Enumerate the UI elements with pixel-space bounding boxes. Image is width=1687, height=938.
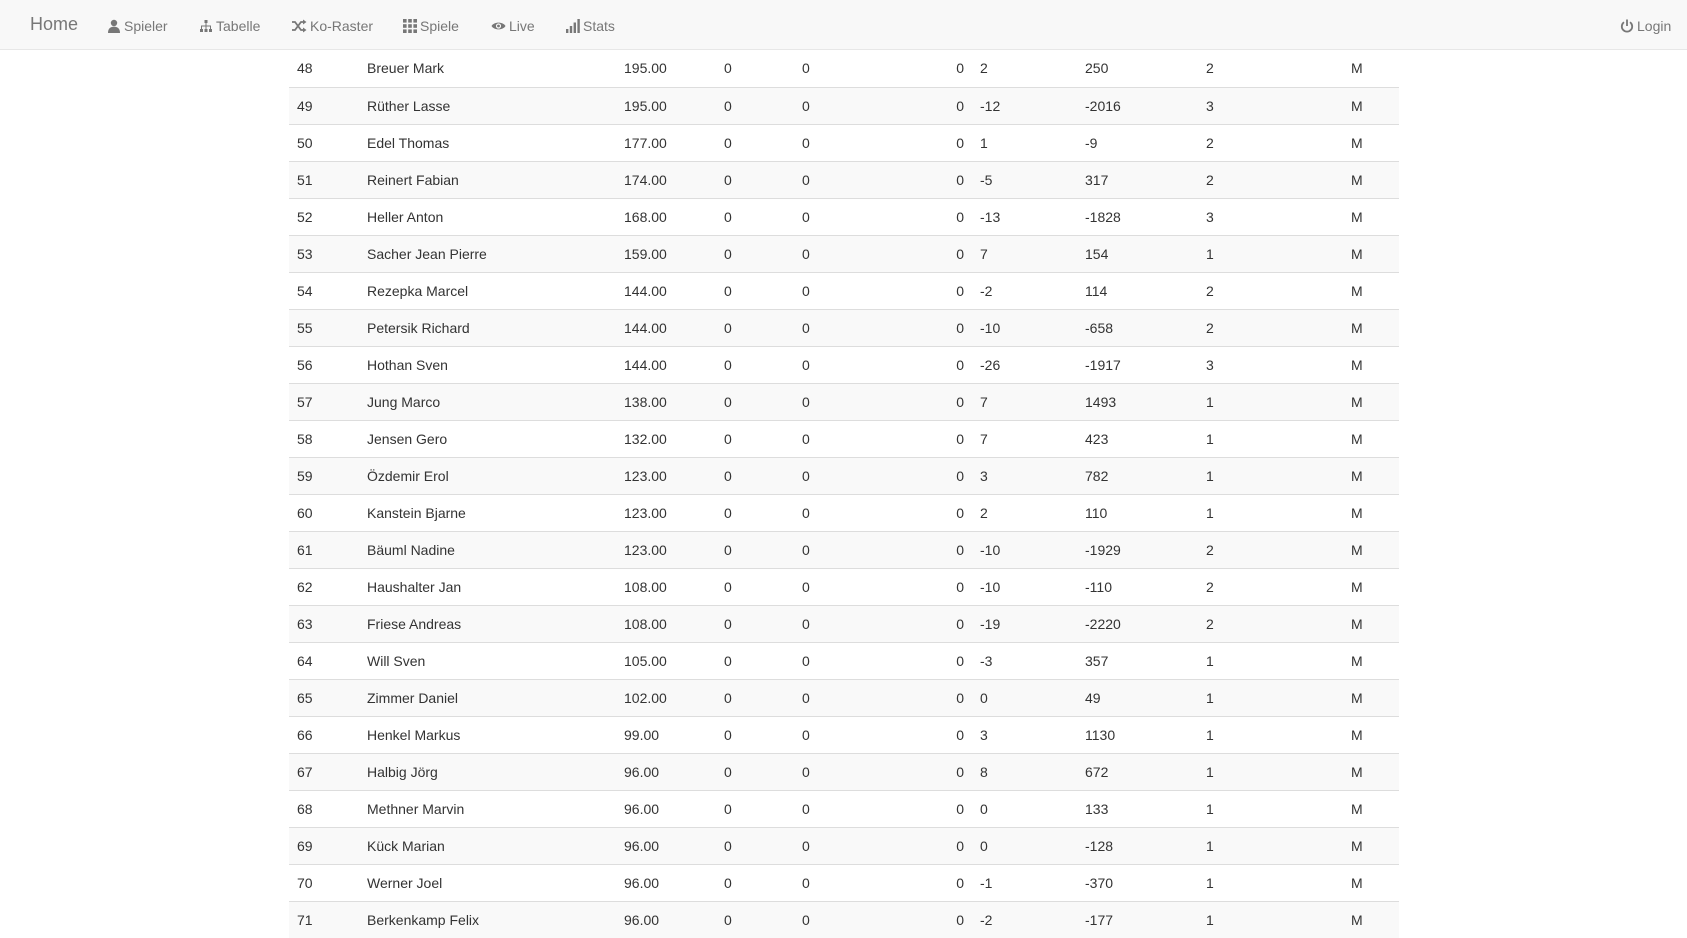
table-row	[289, 716, 1399, 753]
stat-cell-a: 0	[716, 790, 794, 827]
points-cell: 105.00	[616, 642, 716, 679]
rank-cell: 64	[289, 642, 359, 679]
diff-cell: -2	[972, 901, 1077, 938]
score-cell: -128	[1077, 827, 1198, 864]
signal-icon	[566, 19, 580, 33]
nav-stats[interactable]	[566, 16, 615, 36]
stat-cell-b: 0	[794, 901, 884, 938]
table-row	[289, 161, 1399, 198]
table-row	[289, 790, 1399, 827]
stat-cell-c: 0	[884, 272, 972, 309]
stat-cell-b: 0	[794, 605, 884, 642]
stat-cell-c: 0	[884, 531, 972, 568]
stat-cell-a: 0	[724, 60, 732, 77]
count-cell: 2	[1198, 568, 1343, 605]
rank-cell: 61	[289, 531, 359, 568]
stat-cell-a: 0	[716, 531, 794, 568]
nav-spiele-label: Spiele	[420, 18, 459, 34]
stat-cell-a: 0	[716, 124, 794, 161]
nav-spieler-label: Spieler	[124, 18, 168, 34]
diff-cell: 0	[972, 827, 1077, 864]
name-cell[interactable]: Berkenkamp Felix	[359, 901, 616, 938]
table-row	[289, 901, 1399, 938]
count-cell: 1	[1198, 494, 1343, 531]
name-cell[interactable]: Reinert Fabian	[359, 161, 616, 198]
stat-cell-a: 0	[716, 420, 794, 457]
rank-cell: 68	[289, 790, 359, 827]
diff-cell: 2	[972, 494, 1077, 531]
table-row	[289, 531, 1399, 568]
points-cell: 96.00	[616, 790, 716, 827]
rank-cell: 50	[289, 124, 359, 161]
gender-cell: M	[1343, 272, 1399, 309]
count-cell: 1	[1198, 901, 1343, 938]
score-cell: -9	[1077, 124, 1198, 161]
stat-cell-c: 0	[884, 494, 972, 531]
shuffle-icon	[291, 19, 307, 33]
diff-cell: -1	[972, 864, 1077, 901]
stat-cell-a: 0	[716, 272, 794, 309]
table-row	[289, 457, 1399, 494]
score-cell: 782	[1077, 457, 1198, 494]
stat-cell-c: 0	[884, 161, 972, 198]
points-cell: 144.00	[616, 272, 716, 309]
score-cell: 250	[1085, 60, 1109, 77]
name-cell[interactable]: Özdemir Erol	[359, 457, 616, 494]
rank-cell: 63	[289, 605, 359, 642]
points-cell: 159.00	[616, 235, 716, 272]
stat-cell-a: 0	[716, 864, 794, 901]
score-cell: 154	[1077, 235, 1198, 272]
rank-cell: 48	[297, 60, 313, 77]
points-cell: 144.00	[616, 309, 716, 346]
rank-cell: 67	[289, 753, 359, 790]
table-row	[289, 50, 1399, 87]
stat-cell-a: 0	[716, 235, 794, 272]
stat-cell-c: 0	[884, 235, 972, 272]
points-cell: 168.00	[616, 198, 716, 235]
stat-cell-a: 0	[716, 753, 794, 790]
nav-spiele[interactable]	[403, 16, 459, 36]
power-icon	[1620, 19, 1634, 33]
diff-cell: 7	[972, 383, 1077, 420]
score-cell: 1493	[1077, 383, 1198, 420]
name-cell[interactable]: Kanstein Bjarne	[359, 494, 616, 531]
sitemap-icon	[199, 19, 213, 33]
points-cell: 102.00	[616, 679, 716, 716]
count-cell: 3	[1198, 87, 1343, 124]
stat-cell-b: 0	[802, 60, 810, 77]
stat-cell-a: 0	[716, 901, 794, 938]
gender-cell: M	[1343, 901, 1399, 938]
stat-cell-b: 0	[794, 642, 884, 679]
count-cell: 1	[1198, 790, 1343, 827]
count-cell: 2	[1198, 272, 1343, 309]
table-row	[289, 827, 1399, 864]
stat-cell-b: 0	[794, 827, 884, 864]
stat-cell-b: 0	[794, 198, 884, 235]
rank-cell: 57	[289, 383, 359, 420]
name-cell[interactable]: Friese Andreas	[359, 605, 616, 642]
ranking-table	[289, 50, 1399, 938]
score-cell: -2016	[1077, 87, 1198, 124]
stat-cell-c: 0	[884, 420, 972, 457]
score-cell: -177	[1077, 901, 1198, 938]
stat-cell-a: 0	[716, 642, 794, 679]
name-cell[interactable]: Kück Marian	[359, 827, 616, 864]
table-row	[289, 864, 1399, 901]
table-row	[289, 568, 1399, 605]
gender-cell: M	[1343, 457, 1399, 494]
ranking-table-body	[289, 50, 1399, 938]
points-cell: 144.00	[616, 346, 716, 383]
stat-cell-c: 0	[884, 87, 972, 124]
gender-cell: M	[1343, 198, 1399, 235]
nav-login-label: Login	[1637, 18, 1672, 34]
score-cell: -1917	[1077, 346, 1198, 383]
stat-cell-b: 0	[794, 161, 884, 198]
count-cell: 2	[1198, 309, 1343, 346]
name-cell[interactable]: Heller Anton	[359, 198, 616, 235]
rank-cell: 71	[289, 901, 359, 938]
gender-cell: M	[1343, 420, 1399, 457]
gender-cell: M	[1343, 753, 1399, 790]
rank-cell: 66	[289, 716, 359, 753]
stat-cell-a: 0	[716, 605, 794, 642]
name-cell[interactable]: Haushalter Jan	[359, 568, 616, 605]
stat-cell-c: 0	[884, 642, 972, 679]
stat-cell-a: 0	[716, 198, 794, 235]
points-cell: 123.00	[616, 457, 716, 494]
score-cell: -110	[1077, 568, 1198, 605]
count-cell: 3	[1198, 346, 1343, 383]
gender-cell: M	[1351, 60, 1363, 77]
table-row	[289, 124, 1399, 161]
stat-cell-a: 0	[716, 383, 794, 420]
gender-cell: M	[1343, 531, 1399, 568]
gender-cell: M	[1343, 568, 1399, 605]
diff-cell: 0	[972, 679, 1077, 716]
stat-cell-b: 0	[794, 457, 884, 494]
points-cell: 195.00	[624, 60, 667, 77]
name-cell[interactable]: Halbig Jörg	[359, 753, 616, 790]
name-cell[interactable]: Hothan Sven	[359, 346, 616, 383]
name-cell[interactable]: Werner Joel	[359, 864, 616, 901]
score-cell: -658	[1077, 309, 1198, 346]
ranking-table-container	[289, 50, 1399, 938]
rank-cell: 54	[289, 272, 359, 309]
count-cell: 2	[1198, 605, 1343, 642]
points-cell: 174.00	[616, 161, 716, 198]
score-cell: 49	[1077, 679, 1198, 716]
diff-cell: 0	[972, 790, 1077, 827]
diff-cell: 7	[972, 235, 1077, 272]
stat-cell-b: 0	[794, 87, 884, 124]
points-cell: 96.00	[616, 864, 716, 901]
table-row	[289, 309, 1399, 346]
gender-cell: M	[1343, 161, 1399, 198]
table-row	[289, 346, 1399, 383]
table-row	[289, 494, 1399, 531]
points-cell: 96.00	[616, 753, 716, 790]
stat-cell-b: 0	[794, 346, 884, 383]
stat-cell-b: 0	[794, 494, 884, 531]
gender-cell: M	[1343, 309, 1399, 346]
stat-cell-b: 0	[794, 864, 884, 901]
score-cell: 1130	[1077, 716, 1198, 753]
diff-cell: -10	[972, 568, 1077, 605]
name-cell[interactable]: Rüther Lasse	[359, 87, 616, 124]
rank-cell: 62	[289, 568, 359, 605]
rank-cell: 59	[289, 457, 359, 494]
count-cell: 2	[1198, 161, 1343, 198]
stat-cell-b: 0	[794, 753, 884, 790]
stat-cell-c: 0	[884, 198, 972, 235]
stat-cell-a: 0	[716, 87, 794, 124]
stat-cell-c: 0	[956, 60, 964, 77]
points-cell: 138.00	[616, 383, 716, 420]
table-row	[289, 87, 1399, 124]
name-cell[interactable]: Edel Thomas	[359, 124, 616, 161]
name-cell[interactable]: Henkel Markus	[359, 716, 616, 753]
rank-cell: 49	[289, 87, 359, 124]
nav-ko-raster-label: Ko-Raster	[310, 18, 374, 34]
stat-cell-c: 0	[884, 790, 972, 827]
stat-cell-a: 0	[716, 346, 794, 383]
count-cell: 3	[1198, 198, 1343, 235]
stat-cell-b: 0	[794, 235, 884, 272]
points-cell: 132.00	[616, 420, 716, 457]
table-row	[289, 679, 1399, 716]
table-row	[289, 235, 1399, 272]
name-cell[interactable]: Jensen Gero	[359, 420, 616, 457]
nav-tabelle[interactable]	[199, 16, 260, 36]
diff-cell: -5	[972, 161, 1077, 198]
gender-cell: M	[1343, 87, 1399, 124]
score-cell: 110	[1077, 494, 1198, 531]
points-cell: 108.00	[616, 605, 716, 642]
points-cell: 96.00	[616, 901, 716, 938]
count-cell: 1	[1198, 642, 1343, 679]
count-cell: 2	[1198, 531, 1343, 568]
rank-cell: 60	[289, 494, 359, 531]
diff-cell: 8	[972, 753, 1077, 790]
gender-cell: M	[1343, 827, 1399, 864]
stat-cell-c: 0	[884, 568, 972, 605]
gender-cell: M	[1343, 679, 1399, 716]
score-cell: -370	[1077, 864, 1198, 901]
diff-cell: 7	[972, 420, 1077, 457]
table-row	[289, 420, 1399, 457]
gender-cell: M	[1343, 642, 1399, 679]
rank-cell: 65	[289, 679, 359, 716]
stat-cell-c: 0	[884, 901, 972, 938]
stat-cell-c: 0	[884, 716, 972, 753]
count-cell: 2	[1198, 124, 1343, 161]
points-cell: 177.00	[616, 124, 716, 161]
table-row	[289, 383, 1399, 420]
diff-cell: -10	[972, 309, 1077, 346]
score-cell: 317	[1077, 161, 1198, 198]
gender-cell: M	[1343, 864, 1399, 901]
stat-cell-b: 0	[794, 790, 884, 827]
stat-cell-c: 0	[884, 864, 972, 901]
gender-cell: M	[1343, 494, 1399, 531]
diff-cell: -26	[972, 346, 1077, 383]
count-cell: 1	[1198, 716, 1343, 753]
stat-cell-c: 0	[884, 309, 972, 346]
score-cell: 133	[1077, 790, 1198, 827]
grid-icon	[403, 19, 417, 33]
stat-cell-c: 0	[884, 383, 972, 420]
score-cell: -1929	[1077, 531, 1198, 568]
diff-cell: 3	[972, 457, 1077, 494]
score-cell: 672	[1077, 753, 1198, 790]
rank-cell: 69	[289, 827, 359, 864]
stat-cell-a: 0	[716, 827, 794, 864]
stat-cell-b: 0	[794, 679, 884, 716]
diff-cell: 3	[972, 716, 1077, 753]
diff-cell: -19	[972, 605, 1077, 642]
stat-cell-c: 0	[884, 679, 972, 716]
stat-cell-a: 0	[716, 494, 794, 531]
nav-tabelle-label: Tabelle	[216, 18, 261, 34]
score-cell: -2220	[1077, 605, 1198, 642]
table-row	[289, 605, 1399, 642]
table-row	[289, 753, 1399, 790]
gender-cell: M	[1343, 383, 1399, 420]
stat-cell-b: 0	[794, 124, 884, 161]
points-cell: 195.00	[616, 87, 716, 124]
rank-cell: 52	[289, 198, 359, 235]
name-cell[interactable]: Breuer Mark	[367, 60, 445, 77]
count-cell: 1	[1198, 235, 1343, 272]
name-cell[interactable]: Zimmer Daniel	[359, 679, 616, 716]
name-cell[interactable]: Bäuml Nadine	[359, 531, 616, 568]
count-cell: 2	[1206, 60, 1214, 77]
score-cell: 357	[1077, 642, 1198, 679]
name-cell[interactable]: Sacher Jean Pierre	[359, 235, 616, 272]
count-cell: 1	[1198, 864, 1343, 901]
diff-cell: -12	[972, 87, 1077, 124]
nav-stats-label: Stats	[583, 18, 615, 34]
diff-cell: -10	[972, 531, 1077, 568]
count-cell: 1	[1198, 679, 1343, 716]
rank-cell: 51	[289, 161, 359, 198]
points-cell: 96.00	[616, 827, 716, 864]
stat-cell-b: 0	[794, 531, 884, 568]
count-cell: 1	[1198, 420, 1343, 457]
gender-cell: M	[1343, 605, 1399, 642]
rank-cell: 55	[289, 309, 359, 346]
top-navbar	[0, 0, 1687, 50]
count-cell: 1	[1198, 383, 1343, 420]
gender-cell: M	[1343, 716, 1399, 753]
name-cell[interactable]: Methner Marvin	[359, 790, 616, 827]
nav-live[interactable]	[491, 16, 535, 36]
rank-cell: 56	[289, 346, 359, 383]
stat-cell-a: 0	[716, 457, 794, 494]
nav-live-label: Live	[509, 18, 535, 34]
points-cell: 99.00	[616, 716, 716, 753]
score-cell: 423	[1077, 420, 1198, 457]
diff-cell: 2	[980, 60, 988, 77]
stat-cell-b: 0	[794, 309, 884, 346]
diff-cell: 1	[972, 124, 1077, 161]
stat-cell-b: 0	[794, 716, 884, 753]
stat-cell-c: 0	[884, 605, 972, 642]
user-icon	[107, 19, 121, 33]
nav-ko-raster[interactable]	[291, 16, 373, 36]
diff-cell: -13	[972, 198, 1077, 235]
name-cell[interactable]: Jung Marco	[359, 383, 616, 420]
table-row	[289, 642, 1399, 679]
stat-cell-b: 0	[794, 272, 884, 309]
stat-cell-b: 0	[794, 568, 884, 605]
name-cell[interactable]: Petersik Richard	[359, 309, 616, 346]
name-cell[interactable]: Will Sven	[359, 642, 616, 679]
table-row	[289, 198, 1399, 235]
stat-cell-c: 0	[884, 827, 972, 864]
rank-cell: 53	[289, 235, 359, 272]
stat-cell-b: 0	[794, 383, 884, 420]
points-cell: 123.00	[616, 494, 716, 531]
gender-cell: M	[1343, 124, 1399, 161]
stat-cell-a: 0	[716, 716, 794, 753]
rank-cell: 58	[289, 420, 359, 457]
stat-cell-a: 0	[716, 568, 794, 605]
score-cell: 114	[1077, 272, 1198, 309]
home-link[interactable]: Home	[30, 14, 79, 34]
gender-cell: M	[1343, 235, 1399, 272]
points-cell: 123.00	[616, 531, 716, 568]
count-cell: 1	[1198, 827, 1343, 864]
diff-cell: -2	[972, 272, 1077, 309]
stat-cell-a: 0	[716, 679, 794, 716]
stat-cell-a: 0	[716, 309, 794, 346]
stat-cell-c: 0	[884, 753, 972, 790]
nav-spieler[interactable]	[107, 16, 168, 36]
name-cell[interactable]: Rezepka Marcel	[359, 272, 616, 309]
diff-cell: -3	[972, 642, 1077, 679]
eye-icon	[491, 19, 506, 33]
points-cell: 108.00	[616, 568, 716, 605]
gender-cell: M	[1343, 346, 1399, 383]
stat-cell-c: 0	[884, 124, 972, 161]
stat-cell-c: 0	[884, 346, 972, 383]
table-row	[289, 272, 1399, 309]
count-cell: 1	[1198, 457, 1343, 494]
rank-cell: 70	[289, 864, 359, 901]
nav-login[interactable]	[1620, 16, 1671, 36]
stat-cell-b: 0	[794, 420, 884, 457]
gender-cell: M	[1343, 790, 1399, 827]
stat-cell-c: 0	[884, 457, 972, 494]
count-cell: 1	[1198, 753, 1343, 790]
score-cell: -1828	[1077, 198, 1198, 235]
stat-cell-a: 0	[716, 161, 794, 198]
